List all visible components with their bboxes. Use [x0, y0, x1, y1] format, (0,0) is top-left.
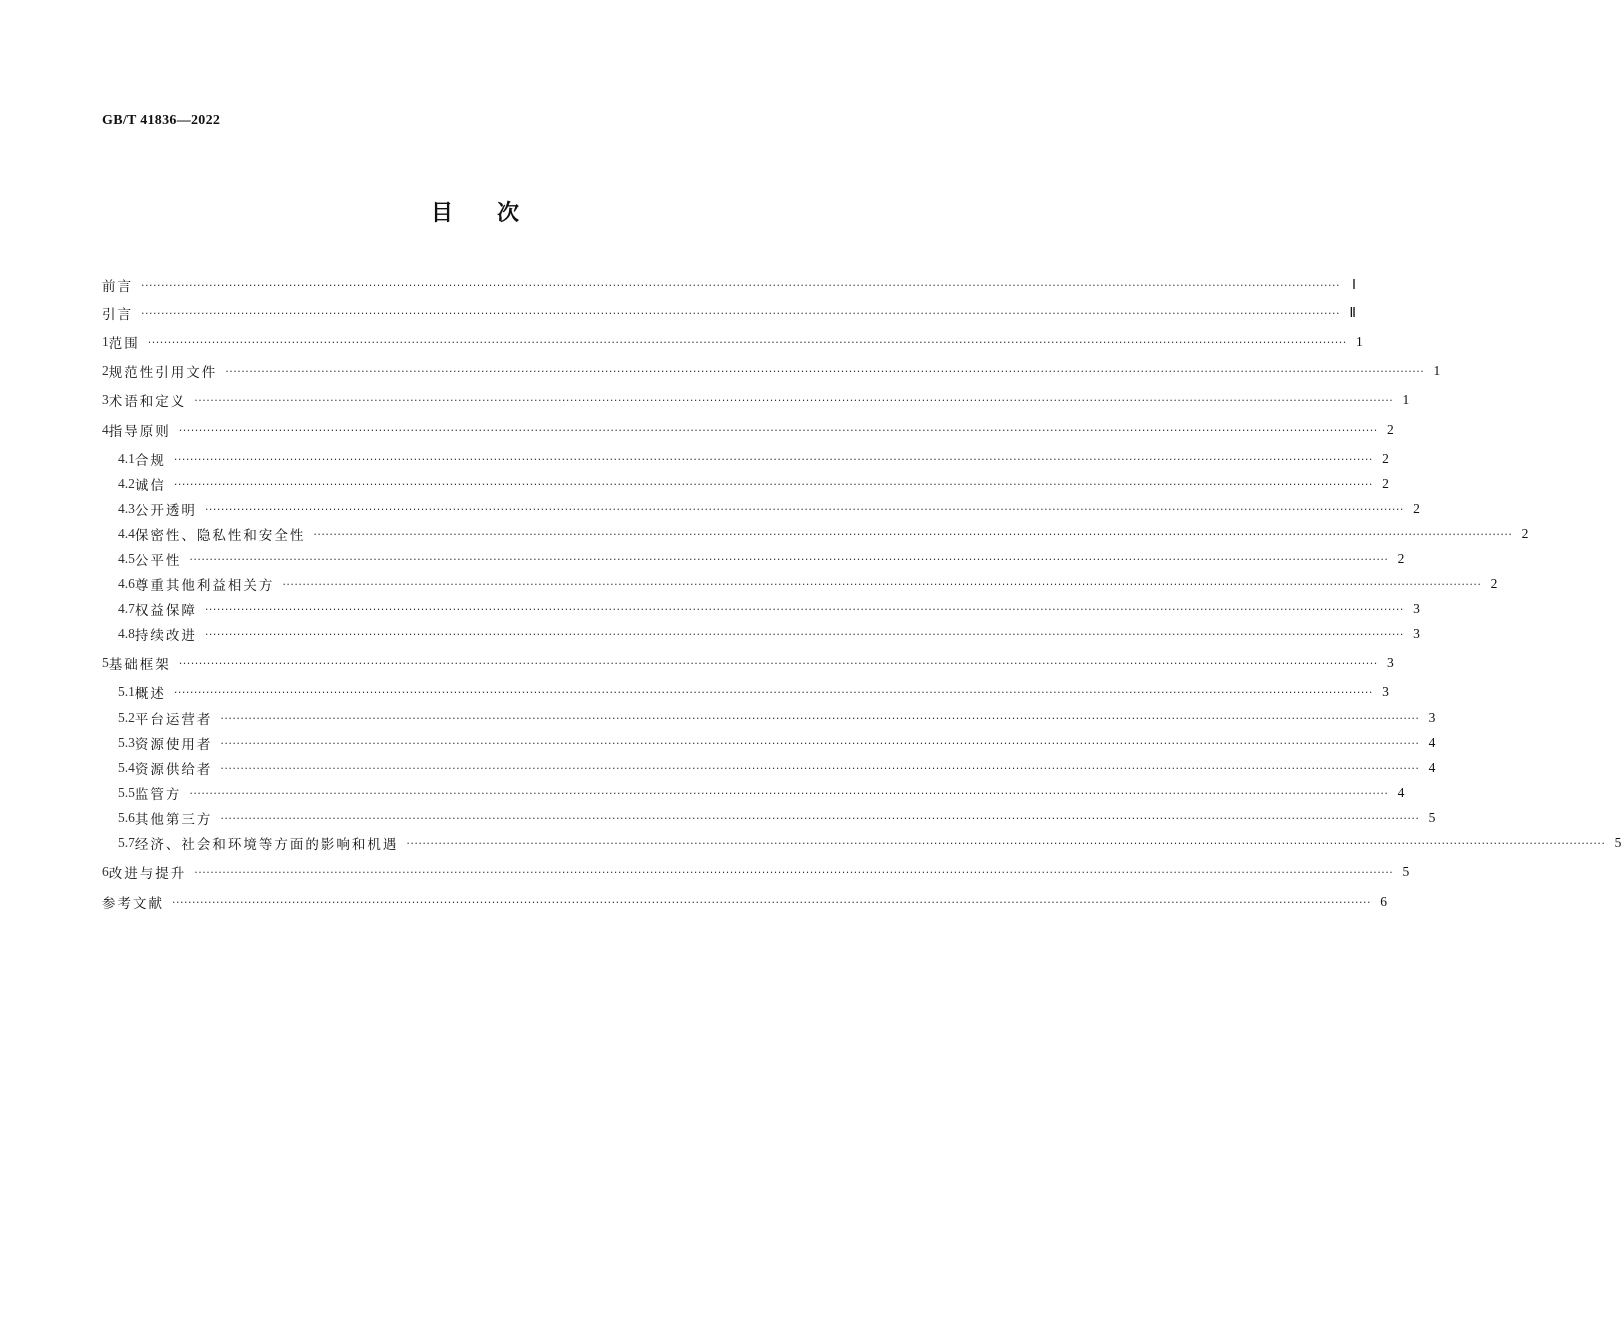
toc-entry-label: 其他第三方 — [134, 812, 213, 828]
toc-entry[interactable] — [102, 361, 1441, 381]
toc-entry-page: 3 — [1386, 655, 1394, 670]
toc-entry-number: 5.1 — [118, 684, 135, 699]
toc-entry-page: 1 — [1433, 363, 1441, 378]
toc-entry[interactable] — [102, 303, 1356, 323]
toc-entry-number: 5.2 — [118, 710, 135, 725]
toc-entry-label: 公平性 — [134, 553, 182, 569]
toc-entry-label: 术语和定义 — [108, 394, 187, 410]
toc-entry-label: 资源使用者 — [134, 737, 213, 753]
toc-entry[interactable] — [102, 862, 1410, 882]
toc-entry-label: 保密性、隐私性和安全性 — [134, 528, 306, 544]
toc-entry[interactable] — [118, 708, 1436, 728]
toc-entry-number: 4.6 — [118, 576, 135, 591]
leader-dots: ············································································································································································································································································································ — [173, 477, 1373, 491]
toc-entry-page: 2 — [1521, 526, 1529, 541]
leader-dots: ············································································································································································································································································································ — [147, 335, 1347, 349]
leader-dots: ············································································································································································································································································································ — [194, 393, 1394, 407]
toc-entry-page: 6 — [1380, 894, 1387, 909]
toc-entry[interactable] — [118, 808, 1436, 828]
toc-entry-label: 前言 — [102, 279, 133, 295]
toc-entry-page: 1 — [1402, 392, 1410, 407]
toc-entry-page: 2 — [1382, 476, 1389, 491]
toc-entry[interactable] — [102, 653, 1394, 673]
toc-entry[interactable] — [118, 783, 1405, 803]
leader-dots: ············································································································································································································································································································ — [220, 711, 1420, 725]
toc-entry-number: 5.4 — [118, 760, 135, 775]
toc-entry-number: 4.5 — [118, 551, 135, 566]
toc-entry[interactable] — [102, 275, 1356, 295]
toc-entry-label: 资源供给者 — [134, 762, 213, 778]
toc-entry-page: 3 — [1413, 626, 1420, 641]
leader-dots: ············································································································································································································································································································ — [178, 656, 1378, 670]
toc-entry-page: 3 — [1382, 684, 1389, 699]
toc-entry-label: 基础框架 — [108, 657, 171, 673]
toc-entry-number: 5.7 — [118, 835, 135, 850]
toc-entry-number: 5.5 — [118, 785, 135, 800]
leader-dots: ············································································································································································································································································································ — [141, 278, 1340, 292]
toc-entry-page: 1 — [1355, 334, 1363, 349]
leader-dots: ············································································································································································································································································································ — [220, 811, 1420, 825]
toc-entry-page: 4 — [1428, 760, 1436, 775]
leader-dots: ············································································································································································································································································································ — [220, 736, 1420, 750]
toc-entry-number: 6 — [102, 864, 109, 879]
toc-entry-page: 4 — [1428, 735, 1436, 750]
toc-entry-label: 尊重其他利益相关方 — [134, 578, 275, 594]
toc-entry-number: 4 — [102, 422, 109, 437]
toc-entry[interactable] — [118, 524, 1529, 544]
toc-entry-label: 改进与提升 — [108, 866, 187, 882]
leader-dots: ············································································································································································································································································································ — [282, 577, 1482, 591]
leader-dots: ············································································································································································································································································································ — [141, 306, 1340, 320]
title-char: 次 — [497, 201, 520, 226]
toc-entry[interactable] — [118, 474, 1389, 494]
leader-dots: ············································································································································································································································································································ — [173, 452, 1373, 466]
leader-dots: ············································································································································································································································································································ — [225, 364, 1425, 378]
toc-entry[interactable] — [118, 449, 1389, 469]
toc-entry-number: 2 — [102, 363, 109, 378]
toc-entry-number: 4.7 — [118, 601, 135, 616]
toc-entry-page: 5 — [1428, 810, 1436, 825]
toc-entry-page: 3 — [1428, 710, 1436, 725]
toc-entry-page: Ⅰ — [1352, 277, 1356, 292]
toc-entry-page: 3 — [1413, 601, 1420, 616]
toc-entry[interactable] — [118, 733, 1436, 753]
leader-dots: ············································································································································································································································································································ — [194, 865, 1394, 879]
toc-entry-label: 引言 — [102, 307, 133, 323]
toc-entry-page: 2 — [1490, 576, 1498, 591]
page-title — [0, 196, 950, 227]
toc-entry-number: 5.3 — [118, 735, 135, 750]
toc-entry[interactable] — [118, 833, 1621, 853]
toc-entry-label: 平台运营者 — [134, 712, 213, 728]
leader-dots: ············································································································································································································································································································ — [178, 423, 1378, 437]
toc-entry[interactable] — [118, 624, 1420, 644]
toc-entry-number: 3 — [102, 392, 109, 407]
toc-entry-page: 2 — [1413, 501, 1420, 516]
toc-entry-label: 范围 — [108, 336, 140, 352]
toc-entry-number: 4.3 — [118, 501, 135, 516]
toc-entry-number: 5 — [102, 655, 109, 670]
leader-dots: ············································································································································································································································································································ — [313, 527, 1513, 541]
toc-entry-label: 持续改进 — [134, 628, 197, 644]
toc-entry[interactable] — [118, 549, 1405, 569]
toc-entry-label: 权益保障 — [134, 603, 197, 619]
leader-dots: ············································································································································································································································································································ — [172, 895, 1371, 909]
toc-entry[interactable] — [102, 390, 1410, 410]
toc-entry[interactable] — [118, 682, 1389, 702]
toc-entry-number: 1 — [102, 334, 109, 349]
toc-entry-number: 4.1 — [118, 451, 135, 466]
toc-entry-page: 2 — [1397, 551, 1405, 566]
leader-dots: ············································································································································································································································································································ — [189, 552, 1389, 566]
toc-entry-label: 公开透明 — [134, 503, 197, 519]
leader-dots: ············································································································································································································································································································ — [406, 836, 1606, 850]
toc-entry-page: Ⅱ — [1349, 305, 1356, 320]
leader-dots: ············································································································································································································································································································ — [173, 685, 1373, 699]
leader-dots: ············································································································································································································································································································ — [204, 602, 1404, 616]
leader-dots: ············································································································································································································································································································ — [204, 502, 1404, 516]
toc-entry-label: 参考文献 — [102, 896, 164, 912]
toc-entry[interactable] — [118, 758, 1436, 778]
toc-entry[interactable] — [102, 892, 1387, 912]
toc-entry-label: 指导原则 — [108, 424, 171, 440]
toc-entry-page: 5 — [1402, 864, 1410, 879]
toc-entry-label: 合规 — [134, 453, 166, 469]
toc-entry[interactable] — [102, 332, 1363, 352]
toc-entry-page: 5 — [1614, 835, 1621, 850]
toc-entry-page: 4 — [1397, 785, 1405, 800]
toc-entry-page: 2 — [1386, 422, 1394, 437]
toc-entry-number: 4.8 — [118, 626, 135, 641]
toc-entry-number: 4.4 — [118, 526, 135, 541]
leader-dots: ············································································································································································································································································································ — [189, 786, 1389, 800]
leader-dots: ············································································································································································································································································································ — [204, 627, 1404, 641]
toc-entry[interactable] — [118, 499, 1420, 519]
document-number: GB/T 41836—2022 — [102, 113, 221, 128]
toc-entry-label: 概述 — [134, 686, 166, 702]
toc-entry-page: 2 — [1382, 451, 1389, 466]
toc-entry[interactable] — [118, 574, 1498, 594]
toc-entry[interactable] — [118, 599, 1420, 619]
toc-entry-label: 经济、社会和环境等方面的影响和机遇 — [134, 837, 399, 853]
title-char: 目 — [430, 201, 453, 226]
toc-entry-number: 5.6 — [118, 810, 135, 825]
toc-entry-label: 规范性引用文件 — [108, 365, 218, 381]
toc-entry-number: 4.2 — [118, 476, 135, 491]
toc-entry-label: 监管方 — [134, 787, 182, 803]
leader-dots: ············································································································································································································································································································ — [220, 761, 1420, 775]
toc-entry-label: 诚信 — [134, 478, 166, 494]
toc-entry[interactable] — [102, 420, 1394, 440]
